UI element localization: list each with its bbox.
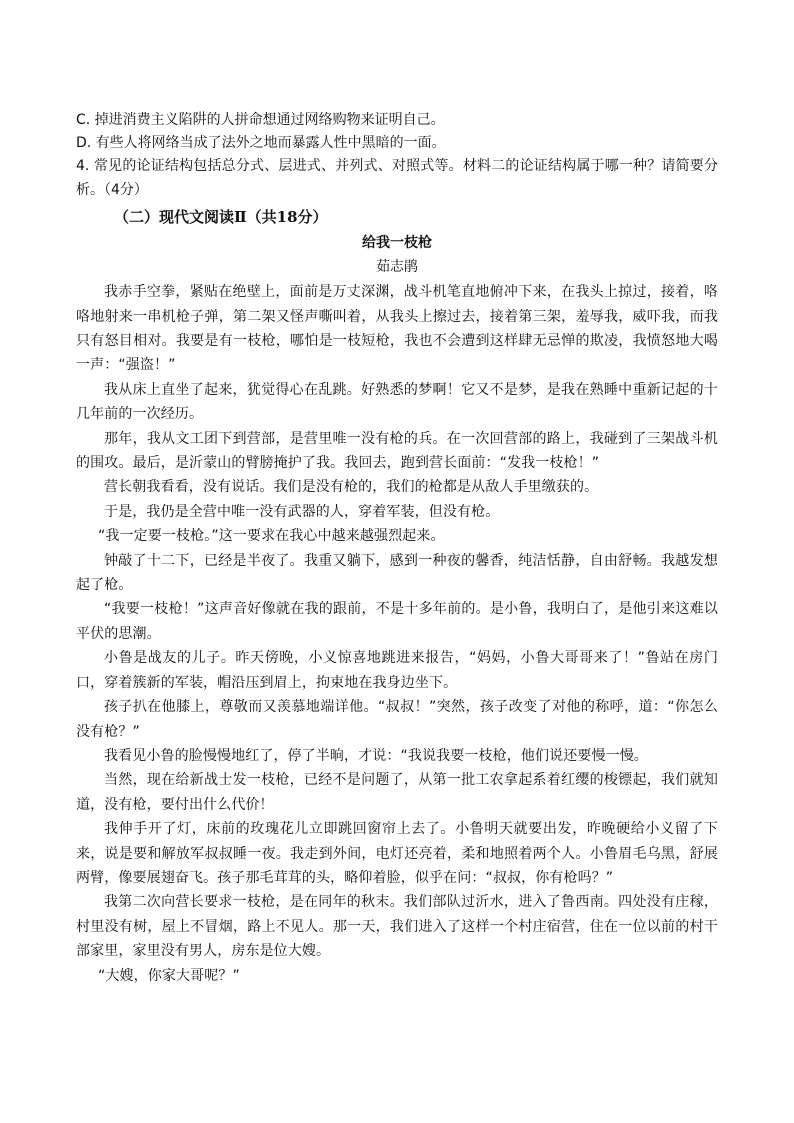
- paragraph: 我从床上直坐了起来，犹觉得心在乱跳。好熟悉的梦啊！它又不是梦，是我在熟睡中重新记起的十几年前的一次经历。: [76, 381, 718, 423]
- paragraph: “大嫂，你家大哥呢？”: [98, 967, 240, 984]
- article-title: 给我一枝枪: [362, 235, 432, 252]
- paragraph: 于是，我仍是全营中唯一没有武器的人，穿着军装，但没有枪。: [104, 503, 500, 520]
- paragraph: 我看见小鲁的脸慢慢地红了，停了半晌，才说：“我说我要一枝枪，他们说还要慢一慢。: [104, 747, 648, 764]
- paragraph: 我赤手空拳，紧贴在绝壁上，面前是万丈深渊，战斗机笔直地俯冲下来，在我头上掠过，接着，咯咯地射来一串机枪子弹，第二架又怪声嘶叫着，从我头上擦过去，接着第三架，羞辱我，威吓我，而我只有怒目相对。我要是有一枝枪，哪怕是一枝短枪，我也不会遭到这样肆无忌惮的欺凌，我愤怒地大喝一声：“强盗！”: [76, 284, 718, 374]
- paragraph: 当然，现在给新战士发一枝枪，已经不是问题了，从第一批工农拿起系着红缨的梭镖起，我们就知道，没有枪，要付出什么代价！: [76, 772, 718, 813]
- paragraph: 钟敲了十二下，已经是半夜了。我重又躺下，感到一种夜的馨香，纯洁恬静，自由舒畅。我越发想起了枪。: [76, 552, 718, 594]
- paragraph: 孩子扒在他膝上，尊敬而又羡慕地端详他。“叔叔！”突然，孩子改变了对他的称呼，道：“你怎么没有枪？”: [76, 699, 718, 740]
- paragraph: “我一定要一枝枪。”这一要求在我心中越来越强烈起来。: [98, 528, 445, 545]
- paragraph: 我伸手开了灯，床前的玫瑰花儿立即跳回窗帘上去了。小鲁明天就要出发，昨晚硬给小义留了下来，说是要和解放军叔叔睡一夜。我走到外间，电灯还亮着，柔和地照着两个人。小鲁眉毛乌黑，舒展两臂，像要展翅奋飞。孩子那毛茸茸的头，略仰着脸，似乎在问：“叔叔，你有枪吗？”: [76, 821, 718, 886]
- option-d: D. 有些人将网络当成了法外之地而暴露人性中黑暗的一面。: [76, 134, 446, 151]
- paragraph: 我第二次向营长要求一枝枪，是在同年的秋末。我们部队过沂水，进入了鲁西南。四处没有庄稼，村里没有树，屋上不冒烟，路上不见人。那一天，我们进入了这样一个村庄宿营，住在一位以前的村干部家里，家里没有男人，房东是位大嫂。: [76, 894, 718, 960]
- article-author: 茹志鹃: [376, 259, 418, 276]
- paragraph: 那年，我从文工团下到营部，是营里唯一没有枪的兵。在一次回营部的路上，我碰到了三架战斗机的围攻。最后，是沂蒙山的臂膀掩护了我。我回去，跑到营长面前：“发我一枝枪！”: [76, 430, 718, 472]
- section-heading: （二）现代文阅读Ⅱ（共18分）: [114, 208, 328, 227]
- paragraph: “我要一枝枪！”这声音好像就在我的跟前，不是十多年前的。是小鲁，我明白了，是他引来这难以平伏的思潮。: [76, 601, 718, 642]
- option-c: C. 掉进消费主义陷阱的人拼命想通过网络购物来证明自己。: [76, 112, 445, 128]
- page-content: [76, 109, 718, 988]
- paragraph: 营长朝我看看，没有说话。我们是没有枪的，我们的枪都是从敌人手里缴获的。: [104, 479, 599, 496]
- paragraph: 小鲁是战友的儿子。昨天傍晚，小义惊喜地跳进来报告，“妈妈，小鲁大哥哥来了！”鲁站在房门口，穿着簇新的军装，帽沿压到眉上，拘束地在我身边坐下。: [76, 650, 718, 691]
- question-4: 4. 常见的论证结构包括总分式、层进式、并列式、对照式等。材料二的论证结构属于哪一种？请简要分析。（4分）: [76, 158, 718, 199]
